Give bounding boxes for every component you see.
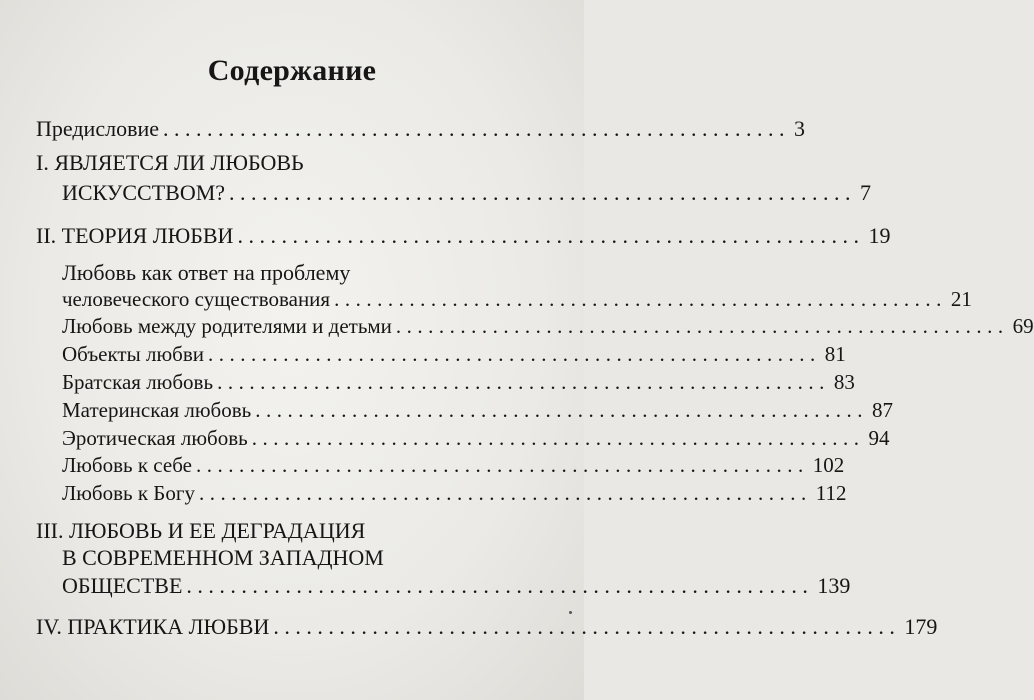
toc-entry-label: II. ТЕОРИЯ ЛЮБВИ bbox=[36, 223, 234, 248]
leader-dots: ......................................................... bbox=[255, 398, 868, 422]
leader-dots: ......................................................... bbox=[207, 342, 821, 366]
toc-entry-label: Предисловие bbox=[36, 116, 159, 141]
toc-entry-chapter-3 bbox=[62, 573, 851, 603]
toc-entry-parents-children bbox=[62, 314, 1034, 344]
toc-entry-page: 87 bbox=[871, 398, 893, 422]
toc-entry-label: I. ЯВЛЯЕТСЯ ЛИ ЛЮБОВЬ bbox=[36, 150, 304, 175]
toc-entry-page: 81 bbox=[824, 342, 846, 366]
leader-dots: ......................................................... bbox=[163, 116, 790, 141]
toc-entry-label: Любовь к себе bbox=[62, 453, 192, 477]
toc-entry-label: Материнская любовь bbox=[62, 398, 252, 422]
toc-entry-label-cont: ОБЩЕСТВЕ bbox=[62, 573, 183, 598]
toc-entry-page: 69 bbox=[1012, 314, 1034, 338]
toc-entry-page: 94 bbox=[868, 426, 890, 450]
toc-entry-page: 179 bbox=[904, 614, 938, 639]
toc-entry-label: III. ЛЮБОВЬ И ЕЕ ДЕГРАДАЦИЯ bbox=[36, 518, 366, 543]
toc-entry-label: IV. ПРАКТИКА ЛЮБВИ bbox=[36, 614, 270, 639]
toc-entry-god bbox=[62, 481, 847, 511]
toc-entry-label: Любовь как ответ на проблему bbox=[62, 260, 351, 285]
toc-entry-page: 19 bbox=[868, 223, 891, 248]
toc-entry-page: 7 bbox=[860, 180, 872, 205]
toc-entry-erotic bbox=[62, 426, 890, 456]
leader-dots: ......................................................... bbox=[273, 614, 901, 639]
leader-dots: ......................................................... bbox=[186, 573, 814, 598]
toc-entry-label: Любовь к Богу bbox=[62, 481, 195, 505]
toc-entry-page: 139 bbox=[817, 573, 851, 598]
leader-dots: ......................................................... bbox=[395, 314, 1009, 338]
toc-entry-page: 112 bbox=[815, 481, 847, 505]
leader-dots: ......................................................... bbox=[195, 453, 809, 477]
toc-entry-self bbox=[62, 453, 845, 483]
toc-entry-preface bbox=[36, 116, 805, 146]
toc-entry-motherly bbox=[62, 398, 893, 428]
toc-entry-label: Объекты любви bbox=[62, 342, 204, 366]
toc-entry-brotherly bbox=[62, 370, 855, 400]
leader-dots: ......................................................... bbox=[229, 180, 857, 205]
toc-entry-page: 102 bbox=[812, 453, 845, 477]
leader-dots: ......................................................... bbox=[237, 223, 865, 248]
toc-entry-chapter-4 bbox=[36, 614, 938, 644]
page-title: Содержание bbox=[207, 54, 377, 87]
toc-entry-love-answer bbox=[62, 287, 972, 317]
toc-entry-chapter-1 bbox=[62, 180, 872, 210]
toc-entry-page: 21 bbox=[950, 287, 972, 311]
toc-entry-label-cont: ИСКУССТВОМ? bbox=[62, 180, 226, 205]
toc-entry-label: Любовь между родителями и детьми bbox=[62, 314, 392, 338]
toc-entry-page: 3 bbox=[794, 116, 805, 141]
leader-dots: ......................................................... bbox=[334, 287, 947, 311]
toc-entry-label: Братская любовь bbox=[62, 370, 214, 394]
toc-entry-chapter-2 bbox=[36, 223, 891, 253]
toc-entry-label-cont: В СОВРЕМЕННОМ ЗАПАДНОМ bbox=[62, 545, 384, 570]
paper-speck bbox=[569, 611, 572, 614]
toc-entry-label: Эротическая любовь bbox=[62, 426, 248, 450]
leader-dots: ......................................................... bbox=[217, 370, 830, 394]
toc-entry-label-cont: человеческого существования bbox=[62, 287, 331, 311]
leader-dots: ......................................................... bbox=[251, 426, 865, 450]
toc-entry-objects bbox=[62, 342, 846, 372]
toc-entry-page: 83 bbox=[833, 370, 855, 394]
leader-dots: ......................................................... bbox=[198, 481, 812, 505]
